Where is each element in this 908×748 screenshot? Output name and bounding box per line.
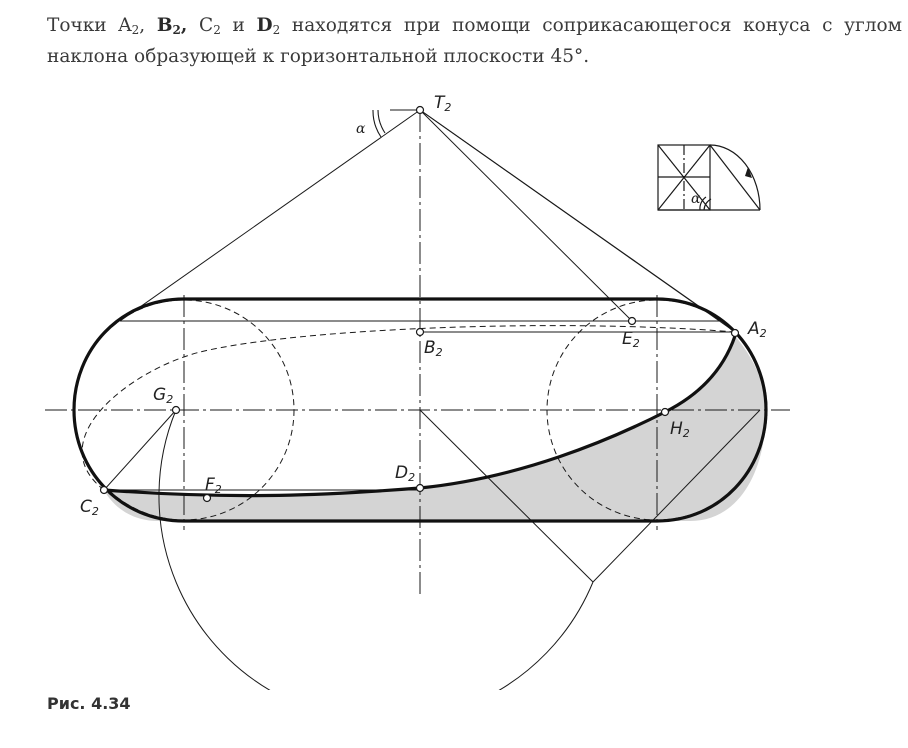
point-h [662,409,669,416]
label-b2 [424,338,443,359]
label-subscript: 2 [444,101,452,114]
paragraph-segment: 2 [131,23,140,37]
shaded-region [104,336,766,521]
paragraph-segment: находятся при помощи соприкасающегося конуса с углом наклона образующей к горизонтальной плоскости 45°. [47,15,902,67]
label-letter: B [424,338,436,358]
point-f [204,495,211,502]
paragraph-segment: 2 [213,23,221,37]
paragraph-segment: , [180,15,188,36]
label-t2 [434,93,451,114]
label-d2 [395,463,415,484]
label-letter: E [622,329,633,349]
point-d [417,485,424,492]
point-a [732,330,739,337]
label-subscript: 2 [632,337,640,350]
angle-inset [658,145,760,210]
paragraph-segment: Точки A [47,15,132,36]
paragraph-segment: 2 [272,23,281,37]
label-subscript: 2 [682,427,690,440]
label-letter: A [748,319,760,339]
paragraph-segment: 2 [172,23,181,37]
cone-lines [104,110,760,690]
paragraph-segment: D [256,15,273,36]
point-b [417,329,424,336]
figure-caption: Рис. 4.34 [47,694,131,713]
label-subscript: 2 [759,327,767,340]
label-letter: F [205,475,215,495]
label-c2 [80,497,99,518]
label-subscript: 2 [435,346,443,359]
point-e [629,318,636,325]
label-subscript: 2 [408,471,416,484]
paragraph-segment: B [156,15,173,36]
paragraph-segment: C [187,15,214,36]
paragraph-segment: и [220,15,257,36]
label-letter: T [434,93,445,113]
point-t [417,107,424,114]
point-c [101,487,108,494]
label-letter: G [153,385,167,405]
alpha-label-apex: α [356,121,366,137]
apex-angle-mark [373,110,385,137]
label-f2 [205,475,222,496]
label-letter: H [670,419,683,439]
label-subscript: 2 [214,483,222,496]
paragraph-segment: , [139,15,157,36]
label-letter: D [395,463,409,483]
label-a2 [747,319,767,340]
label-letter: C [80,497,92,517]
label-g2 [153,385,173,406]
point-g [173,407,180,414]
label-subscript: 2 [91,505,99,518]
label-subscript: 2 [166,393,174,406]
alpha-label-inset: α [691,191,701,207]
